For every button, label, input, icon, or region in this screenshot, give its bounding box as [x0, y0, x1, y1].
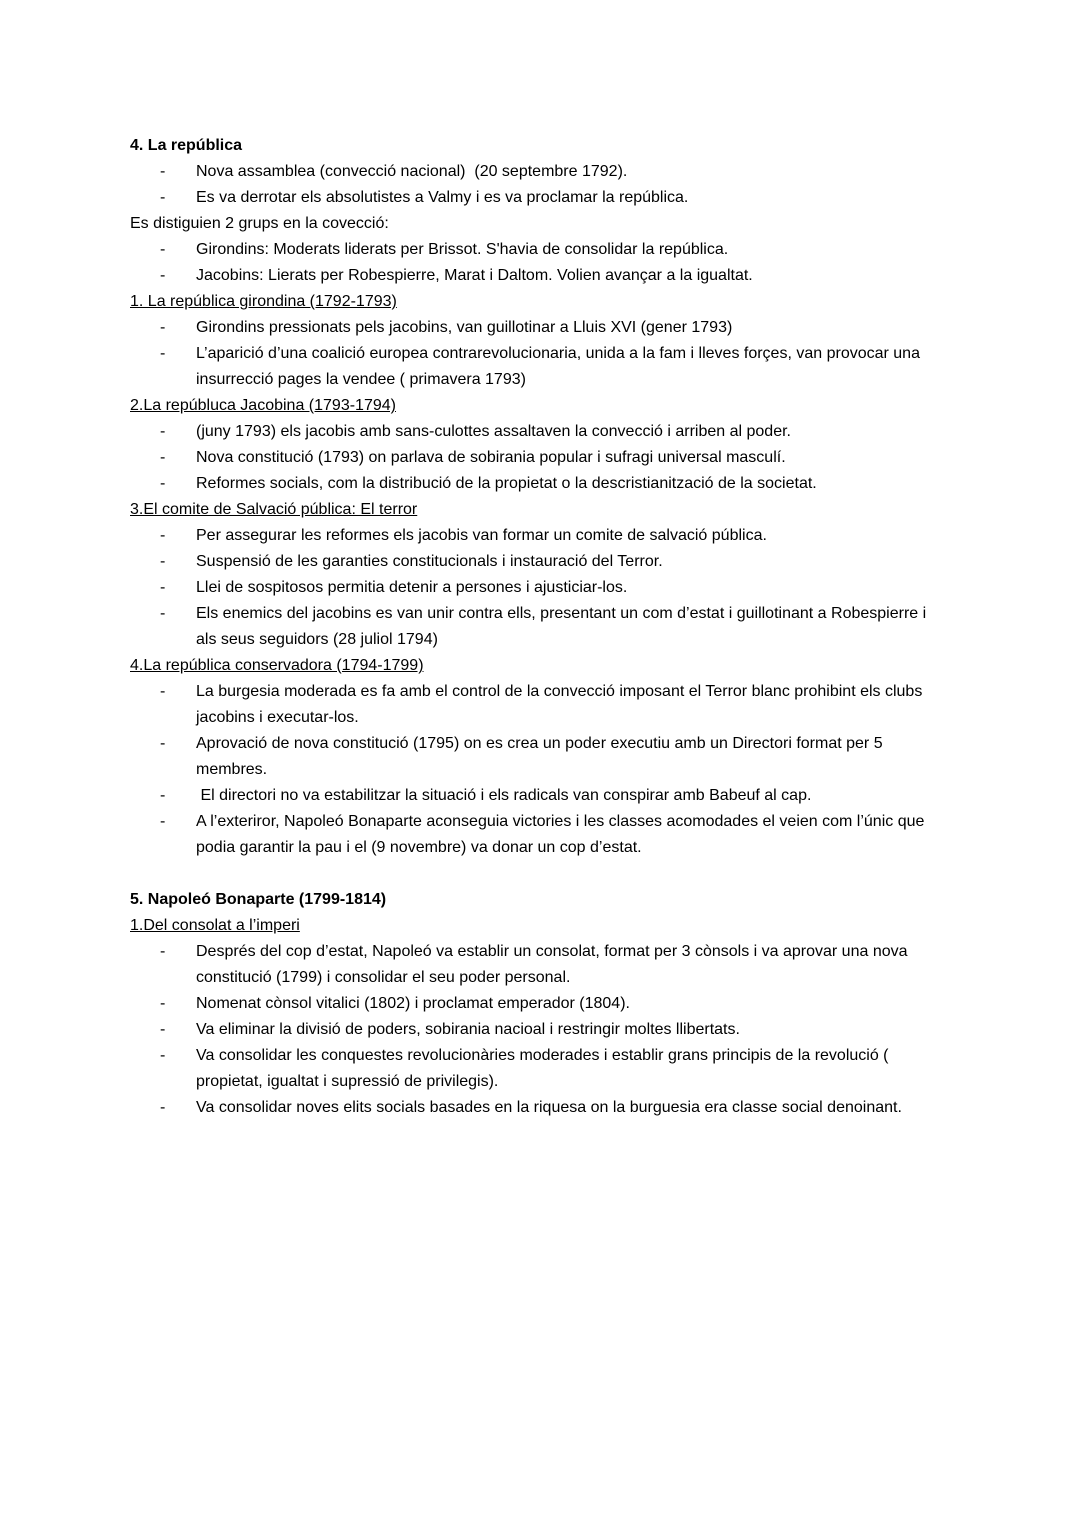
list-item [130, 939, 950, 991]
bullet-dash: - [160, 527, 166, 544]
list-item [130, 731, 950, 783]
list-item [130, 601, 950, 653]
bullet-dash: - [160, 475, 166, 492]
bullet-dash: - [160, 995, 166, 1012]
list-item-text: Llei de sospitosos permitia detenir a persones i ajusticiar-los. [196, 579, 628, 596]
list-item [130, 575, 950, 601]
list-item [130, 679, 950, 731]
bullet-dash: - [160, 579, 166, 596]
bullet-dash: - [160, 423, 166, 440]
bullet-dash: - [160, 605, 166, 622]
bullet-dash: - [160, 345, 166, 362]
subsection-heading: 1. La república girondina (1792-1793) [130, 293, 397, 310]
list-item [130, 1017, 950, 1043]
bullet-dash: - [160, 319, 166, 336]
list-item-text: Nova constitució (1793) on parlava de sobirania popular i sufragi universal masculí. [196, 449, 786, 466]
list-item [130, 471, 950, 497]
list-item-text: A l’exteriror, Napoleó Bonaparte aconseguia victories i les classes acomodades el veien com l’únic que podia garantir la pau i el (9 novembre) va donar un cop d’estat. [196, 813, 929, 856]
list-item-text: Nomenat cònsol vitalici (1802) i proclamat emperador (1804). [196, 995, 630, 1012]
list-item [130, 419, 950, 445]
bullet-dash: - [160, 813, 166, 830]
list-item-text: El directori no va estabilitzar la situació i els radicals van conspirar amb Babeuf al cap. [196, 787, 812, 804]
section-heading: 4. La república [130, 137, 243, 154]
list-item-text: Va eliminar la divisió de poders, sobirania nacioal i restringir moltes llibertats. [196, 1021, 740, 1038]
document-content [130, 133, 950, 1121]
list-item-text: Per assegurar les reformes els jacobis van formar un comite de salvació pública. [196, 527, 767, 544]
list-item [130, 809, 950, 861]
subsection-heading: 3.El comite de Salvació pública: El terror [130, 501, 418, 518]
list-item-text: Jacobins: Lierats per Robespierre, Marat i Daltom. Volien avançar a la igualtat. [196, 267, 753, 284]
list-item [130, 159, 950, 185]
list-item-text: Després del cop d’estat, Napoleó va establir un consolat, format per 3 cònsols i va aprovar una nova constitució (1799) i consolidar el seu poder personal. [196, 943, 912, 986]
bullet-dash: - [160, 241, 166, 258]
list-item [130, 263, 950, 289]
bullet-dash: - [160, 267, 166, 284]
list-item [130, 185, 950, 211]
list-item-text: Girondins: Moderats liderats per Brissot. S'havia de consolidar la república. [196, 241, 729, 258]
bullet-dash: - [160, 1099, 166, 1116]
bullet-dash: - [160, 553, 166, 570]
list-item [130, 549, 950, 575]
section-heading: 5. Napoleó Bonaparte (1799-1814) [130, 891, 387, 908]
list-item-text: Aprovació de nova constitució (1795) on es crea un poder executiu amb un Directori format per 5 membres. [196, 735, 888, 778]
bullet-dash: - [160, 163, 166, 180]
bullet-dash: - [160, 1021, 166, 1038]
list-item-text: Reformes socials, com la distribució de la propietat o la descristianització de la societat. [196, 475, 817, 492]
list-item-text: (juny 1793) els jacobis amb sans-culottes assaltaven la convecció i arriben al poder. [196, 423, 791, 440]
bullet-dash: - [160, 1047, 166, 1064]
list-item [130, 237, 950, 263]
list-item-text: Nova assamblea (convecció nacional) (20 septembre 1792). [196, 163, 628, 180]
list-item [130, 991, 950, 1017]
list-item [130, 341, 950, 393]
subsection-heading: 1.Del consolat a l’imperi [130, 917, 300, 934]
bullet-dash: - [160, 189, 166, 206]
list-item-text: L’aparició d’una coalició europea contrarevolucionaria, unida a la fam i lleves forçes, van provocar una insurrecció pages la vendee ( primavera 1793) [196, 345, 925, 388]
list-item [130, 523, 950, 549]
subsection-heading: 2.La repúbluca Jacobina (1793-1794) [130, 397, 396, 414]
list-item-text: Es va derrotar els absolutistes a Valmy i es va proclamar la república. [196, 189, 689, 206]
list-item [130, 445, 950, 471]
list-item-text: Els enemics del jacobins es van unir contra ells, presentant un com d’estat i guillotinant a Robespierre i als seus seguidors (28 juliol 1794) [196, 605, 931, 648]
list-item-text: La burgesia moderada es fa amb el control de la convecció imposant el Terror blanc prohibint els clubs jacobins i executar-los. [196, 683, 927, 726]
bullet-dash: - [160, 943, 166, 960]
list-item-text: Va consolidar les conquestes revolucionàries moderades i establir grans principis de la revolució ( propietat, igualtat i supressió de privilegis). [196, 1047, 893, 1090]
list-item [130, 1095, 950, 1121]
bullet-dash: - [160, 449, 166, 466]
list-item [130, 315, 950, 341]
paragraph: Es distiguien 2 grups en la covecció: [130, 215, 389, 232]
list-item-text: Girondins pressionats pels jacobins, van guillotinar a Lluis XVI (gener 1793) [196, 319, 733, 336]
bullet-dash: - [160, 735, 166, 752]
list-item-text: Va consolidar noves elits socials basades en la riquesa on la burguesia era classe social denoinant. [196, 1099, 902, 1116]
list-item [130, 783, 950, 809]
list-item-text: Suspensió de les garanties constitucionals i instauració del Terror. [196, 553, 663, 570]
bullet-dash: - [160, 787, 166, 804]
bullet-dash: - [160, 683, 166, 700]
subsection-heading: 4.La república conservadora (1794-1799) [130, 657, 424, 674]
list-item [130, 1043, 950, 1095]
